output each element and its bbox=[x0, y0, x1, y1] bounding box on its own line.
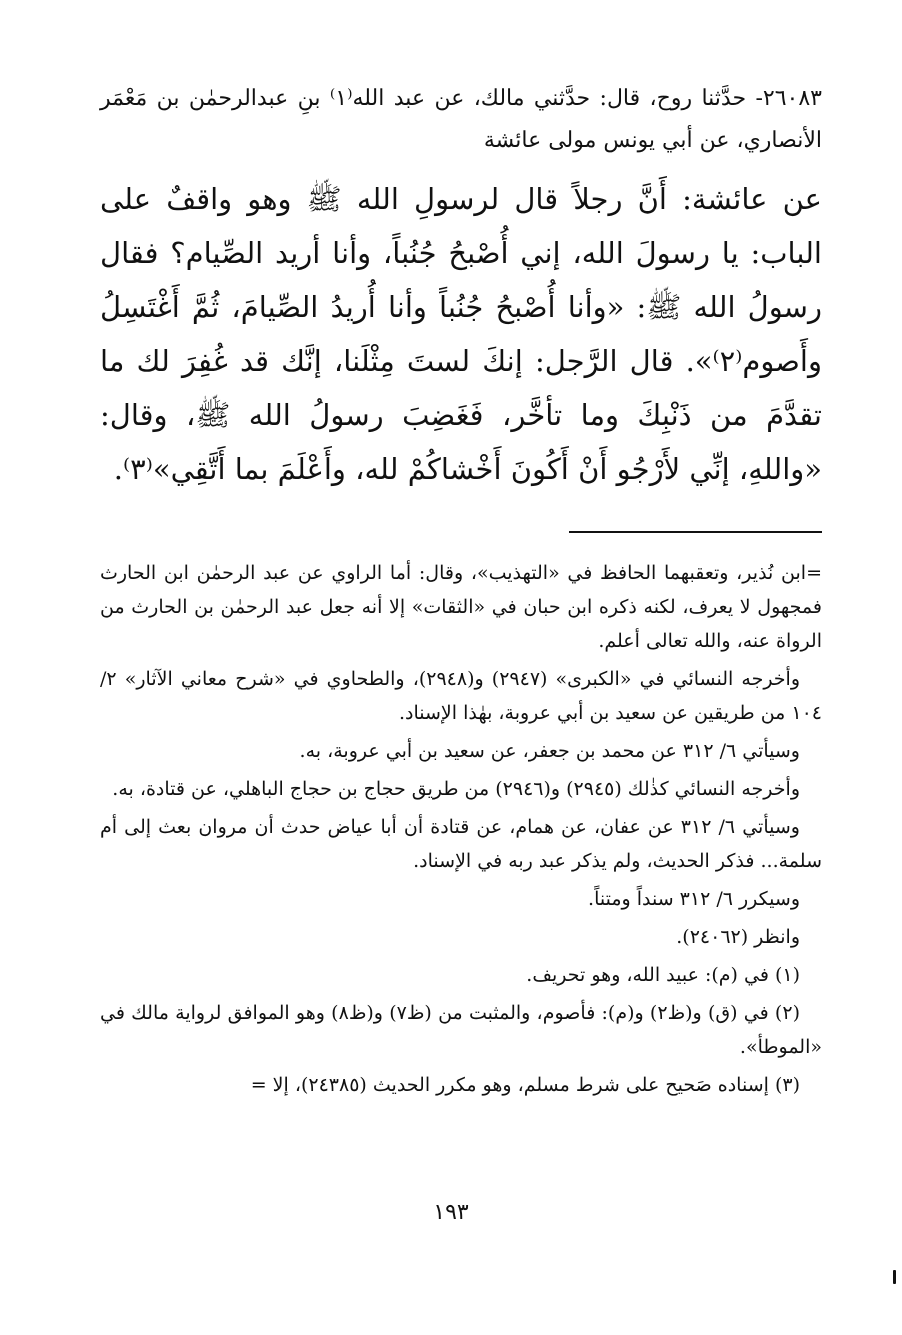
footnote-continuation: =ابن نُذير، وتعقبهما الحافظ في «التهذيب»، وقال: أما الراوي عن عبد الرحمٰن ابن الحارث فمجهول لا يعرف، لكنه ذكره ابن حبان في «الثقات» إلا أنه جعل عبد الرحمٰن بن الحارث من الرواة عنه، والله تعالى أعلم. bbox=[100, 562, 822, 652]
page-number: ١٩٣ bbox=[433, 1200, 469, 1225]
footnote-2: (٢) في (ق) و(ظ٢) و(م): فأصوم، والمثبت من (ظ٧) و(ظ٨) وهو الموافق لرواية مالك في «الموطأ». bbox=[100, 1002, 822, 1058]
footnote-paragraph: وأخرجه النسائي في «الكبرى» (٢٩٤٧) و(٢٩٤٨)، والطحاوي في «شرح معاني الآثار» ٢/ ١٠٤ من طريقين عن سعيد بن أبي عروبة، بهٰذا الإسناد. bbox=[100, 668, 822, 724]
footnote-paragraph: وسيكرر ٦/ ٣١٢ سنداً ومتناً. bbox=[588, 888, 800, 910]
footnote-paragraph: وسيأتي ٦/ ٣١٢ عن محمد بن جعفر، عن سعيد بن أبي عروبة، به. bbox=[299, 740, 800, 762]
footnote-paragraph: وسيأتي ٦/ ٣١٢ عن عفان، عن همام، عن قتادة أن أبا عياض حدث أن مروان بعث إلى أم سلمة... فذكر الحديث، ولم يذكر عبد ربه في الإسناد. bbox=[100, 816, 822, 872]
scan-edge-mark bbox=[893, 1270, 896, 1284]
footnote-1: (١) في (م): عبيد الله، وهو تحريف. bbox=[526, 964, 800, 986]
footnote-3: (٣) إسناده صَحيح على شرط مسلم، وهو مكرر الحديث (٢٤٣٨٥)، إلا = bbox=[250, 1074, 800, 1096]
footnote-paragraph: وأخرجه النسائي كذٰلك (٢٩٤٥) و(٢٩٤٦) من طريق حجاج بن حجاج الباهلي، عن قتادة، به. bbox=[112, 778, 800, 800]
footnote-separator bbox=[100, 496, 822, 556]
separator-line bbox=[569, 531, 822, 533]
footnote-paragraph: وانظر (٢٤٠٦٢). bbox=[676, 926, 800, 948]
hadith-isnad: ٢٦٠٨٣- حدَّثنا روح، قال: حدَّثني مالك، عن عبد الله⁽١⁾ بنِ عبدالرحمٰن بن مَعْمَر الأنصاري، عن أبي يونس مولى عائشة bbox=[100, 86, 822, 153]
page-body bbox=[100, 78, 822, 1106]
hadith-matn: عن عائشة: أَنَّ رجلاً قال لرسولِ الله ﷺ وهو واقفٌ على الباب: يا رسولَ الله، إني أُصْبحُ جُنُباً، وأنا أريد الصِّيام؟ فقال رسولُ الله ﷺ: «وأنا أُصْبحُ جُنُباً وأنا أُريدُ الصِّيامَ، ثُمَّ أَغْتَسِلُ وأَصوم⁽٢⁾». قال الرَّجل: إنكَ لستَ مِثْلَنا، إنَّك قد غُفِرَ لك ما تقدَّمَ من ذَنْبِكَ وما تأخَّر، فَغَضِبَ رسولُ الله ﷺ، وقال: «واللهِ، إنِّي لأَرْجُو أَنْ أَكُونَ أَخْشاكُمْ لله، وأَعْلَمَ بما أَتَّقِي»⁽٣⁾. bbox=[100, 182, 822, 486]
footnotes bbox=[100, 556, 822, 1102]
